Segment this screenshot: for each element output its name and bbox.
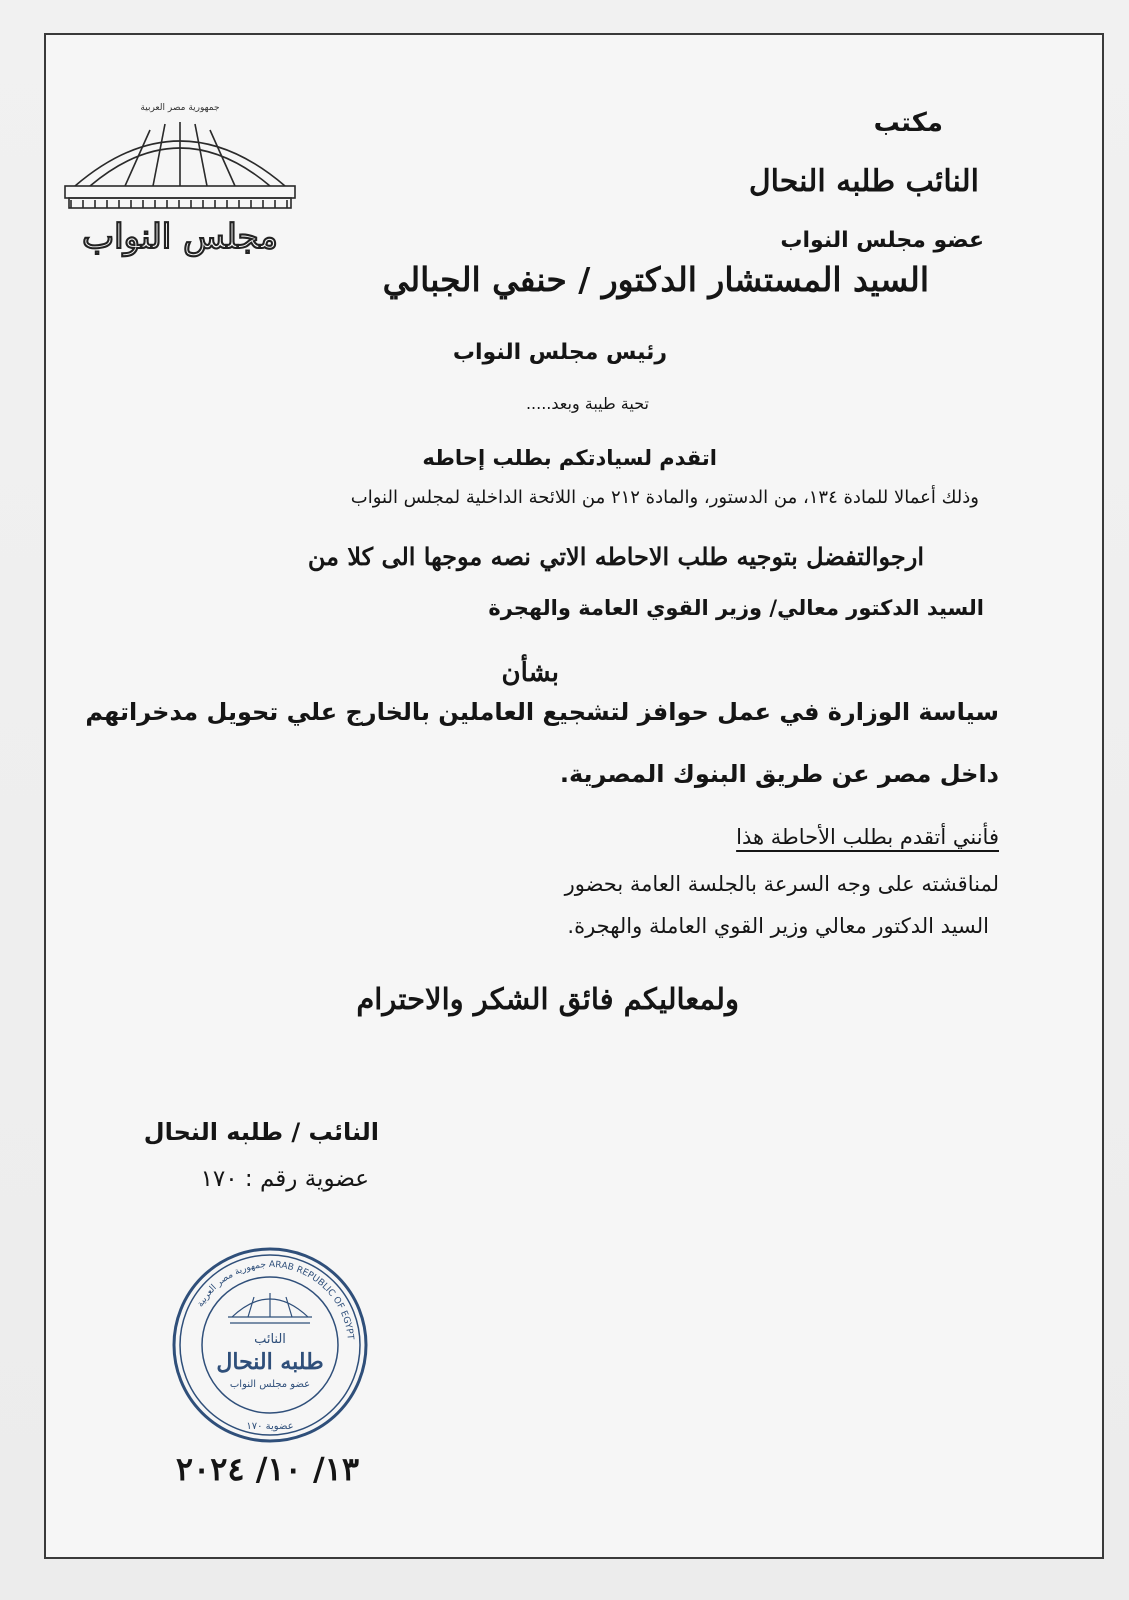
logo-wordmark: مجلس النواب xyxy=(82,217,278,257)
regarding-label: بشأن xyxy=(501,658,559,688)
subject-line-1: سياسة الوزارة في عمل حوافز لتشجيع العاملين بالخارج علي تحويل مدخراتهم xyxy=(85,698,999,726)
discussion-line-2: السيد الدكتور معالي وزير القوي العاملة والهجرة. xyxy=(567,914,989,938)
addressee-title: رئيس مجلس النواب xyxy=(452,340,667,365)
subject-line-2: داخل مصر عن طريق البنوك المصرية. xyxy=(559,760,999,788)
seal-name: طلبه النحال xyxy=(216,1349,324,1375)
seal-title: النائب xyxy=(254,1332,286,1347)
request-line: ارجوالتفضل بتوجيه طلب الاحاطه الاتي نصه موجها الى كلا من xyxy=(307,542,924,571)
greeting: تحية طيبة وبعد..... xyxy=(525,394,649,413)
date: ١٣/ ١٠/ ٢٠٢٤ xyxy=(175,1450,359,1488)
deputy-name-header: النائب طلبه النحال xyxy=(748,164,979,199)
submission-line: فأنني أتقدم بطلب الأحاطة هذا xyxy=(736,825,999,849)
member-title: عضو مجلس النواب xyxy=(780,228,984,253)
parliament-logo xyxy=(55,100,305,260)
membership-number: عضوية رقم : ١٧٠ xyxy=(200,1166,369,1192)
addressee-name: السيد المستشار الدكتور / حنفي الجبالي xyxy=(382,260,929,299)
closing-line: ولمعاليكم فائق الشكر والاحترام xyxy=(356,982,739,1016)
seal-ring-text: جمهورية مصر العربية ARAB REPUBLIC OF EGYPT xyxy=(195,1259,355,1341)
minister-line: السيد الدكتور معالي/ وزير القوي العامة والهجرة xyxy=(488,596,984,620)
seal-number: عضوية ١٧٠ xyxy=(246,1421,294,1432)
official-seal xyxy=(170,1245,370,1445)
seal-subtitle: عضو مجلس النواب xyxy=(229,1379,311,1390)
legal-basis: وذلك أعمالا للمادة ١٣٤، من الدستور، والمادة ٢١٢ من اللائحة الداخلية لمجلس النواب xyxy=(350,487,979,508)
intro-line: اتقدم لسيادتكم بطلب إحاطه xyxy=(422,446,717,470)
discussion-line-1: لمناقشته على وجه السرعة بالجلسة العامة بحضور xyxy=(564,872,999,896)
office-label: مكتب xyxy=(873,108,943,138)
logo-caption: جمهورية مصر العربية xyxy=(140,103,220,113)
signature-name: النائب / طلبه النحال xyxy=(143,1118,379,1146)
